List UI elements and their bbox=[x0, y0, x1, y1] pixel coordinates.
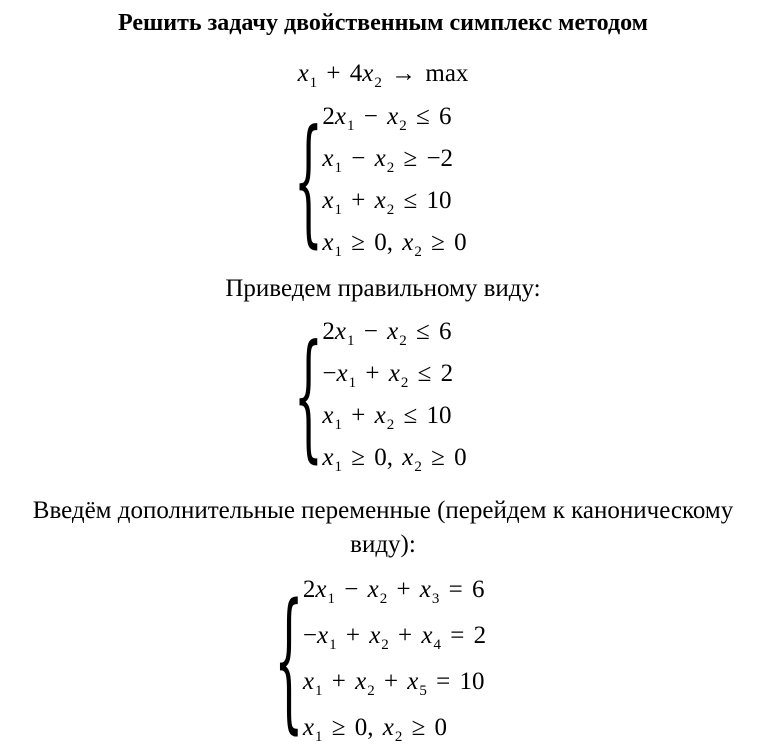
constraint-rows bbox=[322, 96, 466, 264]
equation-row: $x_1 - x_2 \ge -2$ bbox=[322, 145, 454, 176]
curly-brace-glyph: { bbox=[293, 99, 324, 261]
equation-row: $x_1 \ge 0$, $x_2 \ge 0$ bbox=[322, 229, 467, 260]
equation-row: $2x_1 - x_2 + x_3 = 6$ bbox=[302, 576, 485, 607]
equation-row: $-x_1 + x_2 \le 2$ bbox=[322, 360, 454, 391]
equation-row: $x_1 + x_2 + x_5 = 10$ bbox=[302, 668, 485, 699]
equation-row: $-x_1 + x_2 + x_4 = 2$ bbox=[302, 622, 487, 653]
objective-function-equation: $x_1 + 4x_2 \to \max$ bbox=[297, 60, 469, 91]
equation-row: $2x_1 - x_2 \le 6$ bbox=[322, 103, 452, 134]
left-curly-brace-icon bbox=[293, 96, 324, 264]
equation-row: $x_1 + x_2 \le 10$ bbox=[322, 402, 452, 433]
constraint-system-canonical bbox=[274, 567, 487, 751]
equation-row: $x_1 + x_2 \le 10$ bbox=[322, 187, 452, 218]
constraint-rows bbox=[322, 311, 466, 479]
constraint-rows bbox=[303, 567, 486, 751]
equation-row: $x_1 \ge 0$, $x_2 \ge 0$ bbox=[322, 444, 467, 475]
equation-row: $x_1 \ge 0$, $x_2 \ge 0$ bbox=[302, 714, 448, 745]
left-curly-brace-icon bbox=[274, 567, 304, 751]
paragraph-reduce-to-proper-form: Приведем правильному виду: bbox=[225, 275, 541, 302]
paragraph-introduce-slack-variables: Введём дополнительные переменные (перейдем к каноническому виду): bbox=[32, 497, 734, 558]
curly-brace-glyph: { bbox=[274, 569, 304, 749]
curly-brace-glyph: { bbox=[293, 314, 324, 476]
equation-row: $2x_1 - x_2 \le 6$ bbox=[322, 318, 452, 349]
constraint-system-proper-form bbox=[293, 311, 467, 479]
constraint-system-original bbox=[293, 96, 467, 264]
document-title: Решить задачу двойственным симплекс методом bbox=[118, 10, 648, 36]
left-curly-brace-icon bbox=[293, 311, 324, 479]
